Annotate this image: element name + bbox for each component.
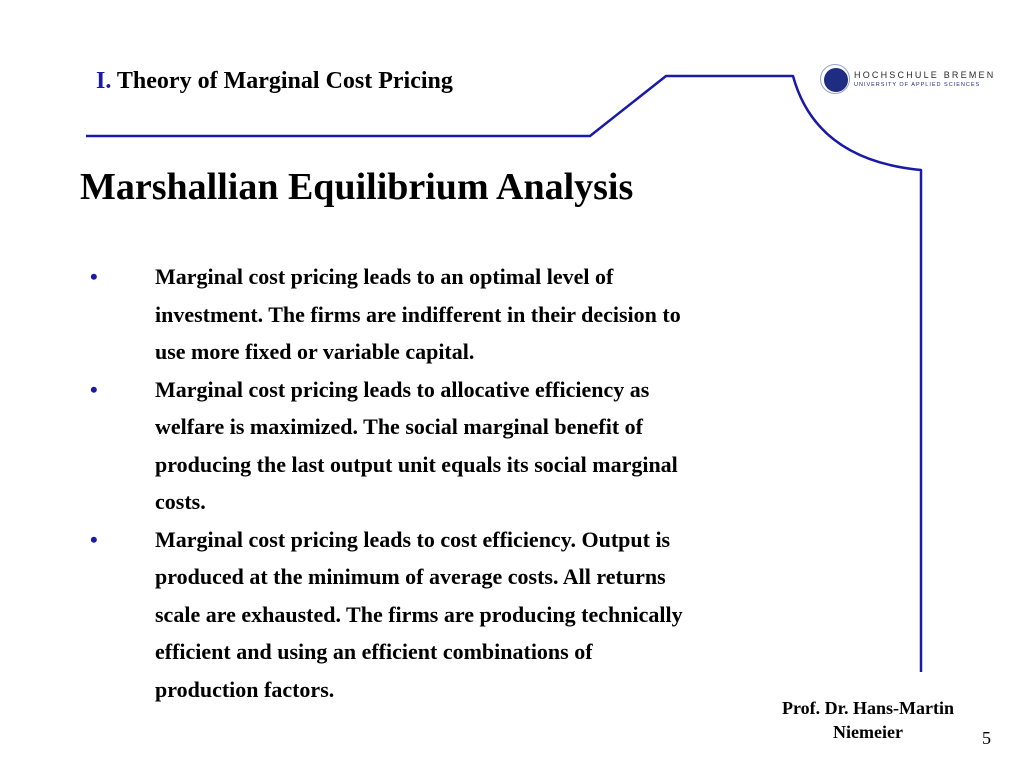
bullet-line: investment. The firms are indifferent in their decision to bbox=[155, 301, 681, 327]
bullet-line: Marginal cost pricing leads to an optimal level of bbox=[155, 264, 614, 289]
slide-heading: Marshallian Equilibrium Analysis bbox=[80, 166, 634, 208]
bullet-line: Marginal cost pricing leads to cost efficiency. Output is bbox=[155, 526, 671, 552]
page-number: 5 bbox=[982, 728, 991, 748]
author-credit bbox=[750, 696, 986, 744]
university-logo-icon bbox=[824, 68, 848, 92]
logo-subtitle: UNIVERSITY OF APPLIED SCIENCES bbox=[854, 82, 981, 89]
bullet-line: producing the last output unit equals its social marginal bbox=[155, 451, 678, 477]
section-title-text: Theory of Marginal Cost Pricing bbox=[116, 68, 453, 94]
bullet-marker: • bbox=[90, 376, 98, 402]
bullet-line: welfare is maximized. The social marginal benefit of bbox=[155, 414, 644, 439]
bullet-line: scale are exhausted. The firms are producing technically bbox=[155, 601, 683, 627]
bullet-list bbox=[84, 258, 844, 708]
bullet-line: costs. bbox=[155, 489, 206, 514]
logo-name: HOCHSCHULE BREMEN bbox=[854, 70, 996, 81]
bullet-line: use more fixed or variable capital. bbox=[155, 339, 475, 364]
bullet-item-allocative-efficiency bbox=[84, 371, 844, 521]
university-logo bbox=[824, 52, 1024, 108]
author-name-line2: Niemeier bbox=[833, 722, 903, 742]
bullet-line: Marginal cost pricing leads to allocative efficiency as bbox=[155, 376, 650, 402]
logo-text bbox=[854, 71, 995, 89]
bullet-marker: • bbox=[90, 264, 98, 289]
author-name-line1: Prof. Dr. Hans-Martin bbox=[782, 698, 954, 718]
bullet-line: efficient and using an efficient combinations of bbox=[155, 639, 593, 664]
bullet-line: production factors. bbox=[155, 676, 335, 702]
section-title bbox=[96, 68, 453, 95]
bullet-line: produced at the minimum of average costs. All returns bbox=[155, 564, 666, 589]
bullet-marker: • bbox=[90, 526, 98, 552]
bullet-item-cost-efficiency bbox=[84, 521, 844, 709]
bullet-item-optimal-investment bbox=[84, 258, 844, 371]
section-number: I. bbox=[96, 68, 112, 94]
